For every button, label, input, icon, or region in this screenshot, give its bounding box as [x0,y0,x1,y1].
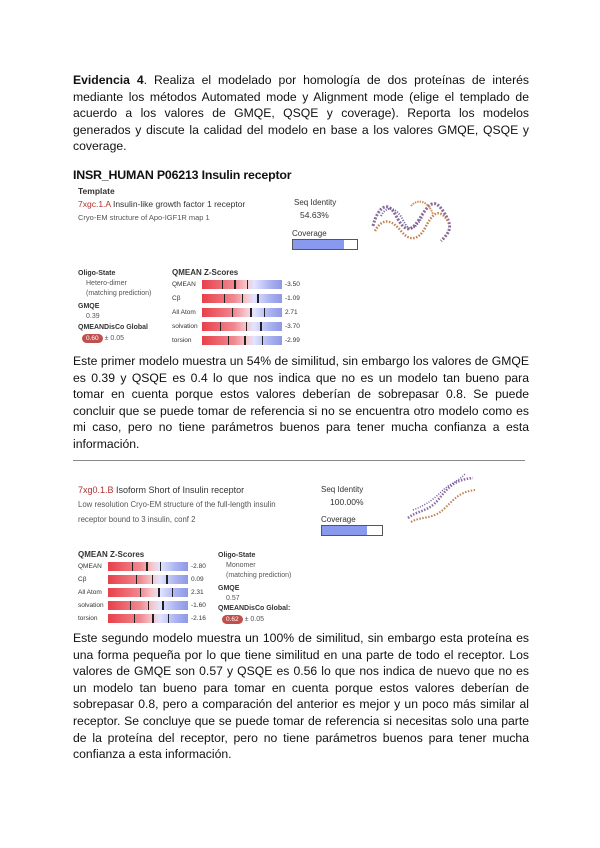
template-title [78,199,245,209]
seq-identity-value-2: 100.00% [330,497,364,507]
qmeandisco-row [82,334,124,343]
zscore-label-torsion: torsion [172,337,192,344]
zscore2-bar-solvation [108,601,188,610]
zscore2-bar-qmean [108,562,188,571]
zscore2-bar-allatom [108,588,188,597]
zscore2-value-cbeta: 0.09 [191,576,204,583]
zscore-bar-torsion [202,336,282,345]
zscore2-bar-torsion [108,614,188,623]
template2-title [78,485,244,495]
zscore-value-cbeta: -1.09 [285,295,300,302]
model2-screenshot [78,470,478,628]
oligo-state-note-2: (matching prediction) [226,572,292,579]
zscore2-label-solvation: solvation [78,602,104,609]
protein-structure-image [363,186,458,251]
zscore-bar-cbeta [202,294,282,303]
oligo-state-value-2: Monomer [226,562,256,569]
zscore2-label-cbeta: Cβ [78,576,87,583]
protein-structure-image-2 [403,470,478,532]
coverage-fill [293,240,344,249]
coverage-bar [292,239,358,250]
zscores-title: QMEAN Z-Scores [172,268,239,277]
qmeandisco-label-2: QMEANDisCo Global: [218,605,291,612]
template-description: Cryo-EM structure of Apo-IGF1R map 1 [78,213,210,222]
template2-description-2: receptor bound to 3 insulin, conf 2 [78,515,196,524]
zscores-title-2: QMEAN Z-Scores [78,550,145,559]
qmeandisco-error-2: ± 0.05 [244,616,265,623]
discussion-paragraph-2: Este segundo modelo muestra un 100% de similitud, sin embargo esta proteína es una forma pequeña por lo que tiene similitud en una parte de todo el receptor. Los valores de GMQE son 0.57 y QSQE es 0.56 lo que nos indica de nuevo que no es un modelo tan bueno para tomar en cuenta porque estos valores deberían de sobrepasar 0.8, pero a comparación del anterior es mejor y un poco más similar al receptor. Se concluye que se puede tomar de referencia si necesitas solo una parte de la proteína del receptor, pero no tiene parámetros buenos para tener mucha confianza a esta información. [73,631,529,762]
gmqe-label: GMQE [78,303,100,310]
qmeandisco-value: 0.60 [82,334,103,343]
zscore-value-allatom: 2.71 [285,309,298,316]
zscore2-bar-cbeta [108,575,188,584]
zscore-bar-solvation [202,322,282,331]
zscore2-label-qmean: QMEAN [78,563,102,570]
coverage-label: Coverage [292,229,327,238]
template-name: Insulin-like growth factor 1 receptor [110,199,246,209]
oligo-state-label-2: Oligo-State [218,552,256,559]
zscore-bar-qmean [202,280,282,289]
zscore-value-torsion: -2.99 [285,337,300,344]
qmeandisco-label: QMEANDisCo Global [78,324,149,331]
evidence-label: Evidencia 4 [73,73,144,87]
zscore-label-cbeta: Cβ [172,295,181,302]
qmeandisco-row-2 [222,615,264,624]
seq-identity-label-2: Seq Identity [321,485,364,494]
zscore-bar-allatom [202,308,282,317]
template2-id[interactable]: 7xg0.1.B [78,485,114,495]
zscore2-value-allatom: 2.31 [191,589,204,596]
oligo-state-label: Oligo-State [78,270,116,277]
coverage-fill-2 [322,526,367,535]
zscore2-value-solvation: -1.60 [191,602,206,609]
template2-name: Isoform Short of Insulin receptor [113,485,245,495]
model1-screenshot [78,186,458,351]
zscore2-value-qmean: -2.80 [191,563,206,570]
discussion-paragraph-1: Este primer modelo muestra un 54% de similitud, sin embargo los valores de GMQE es 0.39 y QSQE es 0.4 lo que nos indica que no es un modelo tan bueno para tomar en cuenta porque estos valores deberían de sobrepasar 0.8. Se puede concluir que se puede tomar de referencia si no se encuentra otro modelo como es mi caso, pero no tiene parámetros buenos para tener mucha confianza a esta información. [73,354,529,451]
zscore-value-qmean: -3.50 [285,281,300,288]
gmqe-label-2: GMQE [218,585,240,592]
intro-text: . Realiza el modelado por homología de dos proteínas de interés mediante los métodos Automated mode y Alignment mode (elige el templado de acuerdo a los valores de GMQE, QSQE y coverage). Reporta los modelos generados y discute la calidad del modelo en base a los valores GMQE, QSQE y coverage. [73,73,530,154]
intro-paragraph [73,72,529,155]
zscore2-value-torsion: -2.16 [191,615,206,622]
zscore-label-solvation: solvation [172,323,198,330]
section-heading: INSR_HUMAN P06213 Insulin receptor [73,168,292,182]
qmeandisco-value-2: 0.62 [222,615,243,624]
template-label: Template [78,186,115,196]
gmqe-value-2: 0.57 [226,595,240,602]
zscore-label-allatom: All Atom [172,309,196,316]
coverage-label-2: Coverage [321,515,356,524]
qmeandisco-error: ± 0.05 [104,335,125,342]
oligo-state-value: Hetero-dimer [86,280,127,287]
oligo-state-note: (matching prediction) [86,290,152,297]
zscore2-label-allatom: All Atom [78,589,102,596]
template2-description-1: Low resolution Cryo-EM structure of the full-length insulin [78,500,276,509]
coverage-bar-2 [321,525,383,536]
zscore2-label-torsion: torsion [78,615,98,622]
zscore-label-qmean: QMEAN [172,281,196,288]
seq-identity-value: 54.63% [300,210,329,220]
zscore-value-solvation: -3.70 [285,323,300,330]
template-id[interactable]: 7xgc.1.A [78,199,111,209]
seq-identity-label: Seq Identity [294,198,337,207]
divider [73,460,525,461]
gmqe-value: 0.39 [86,313,100,320]
